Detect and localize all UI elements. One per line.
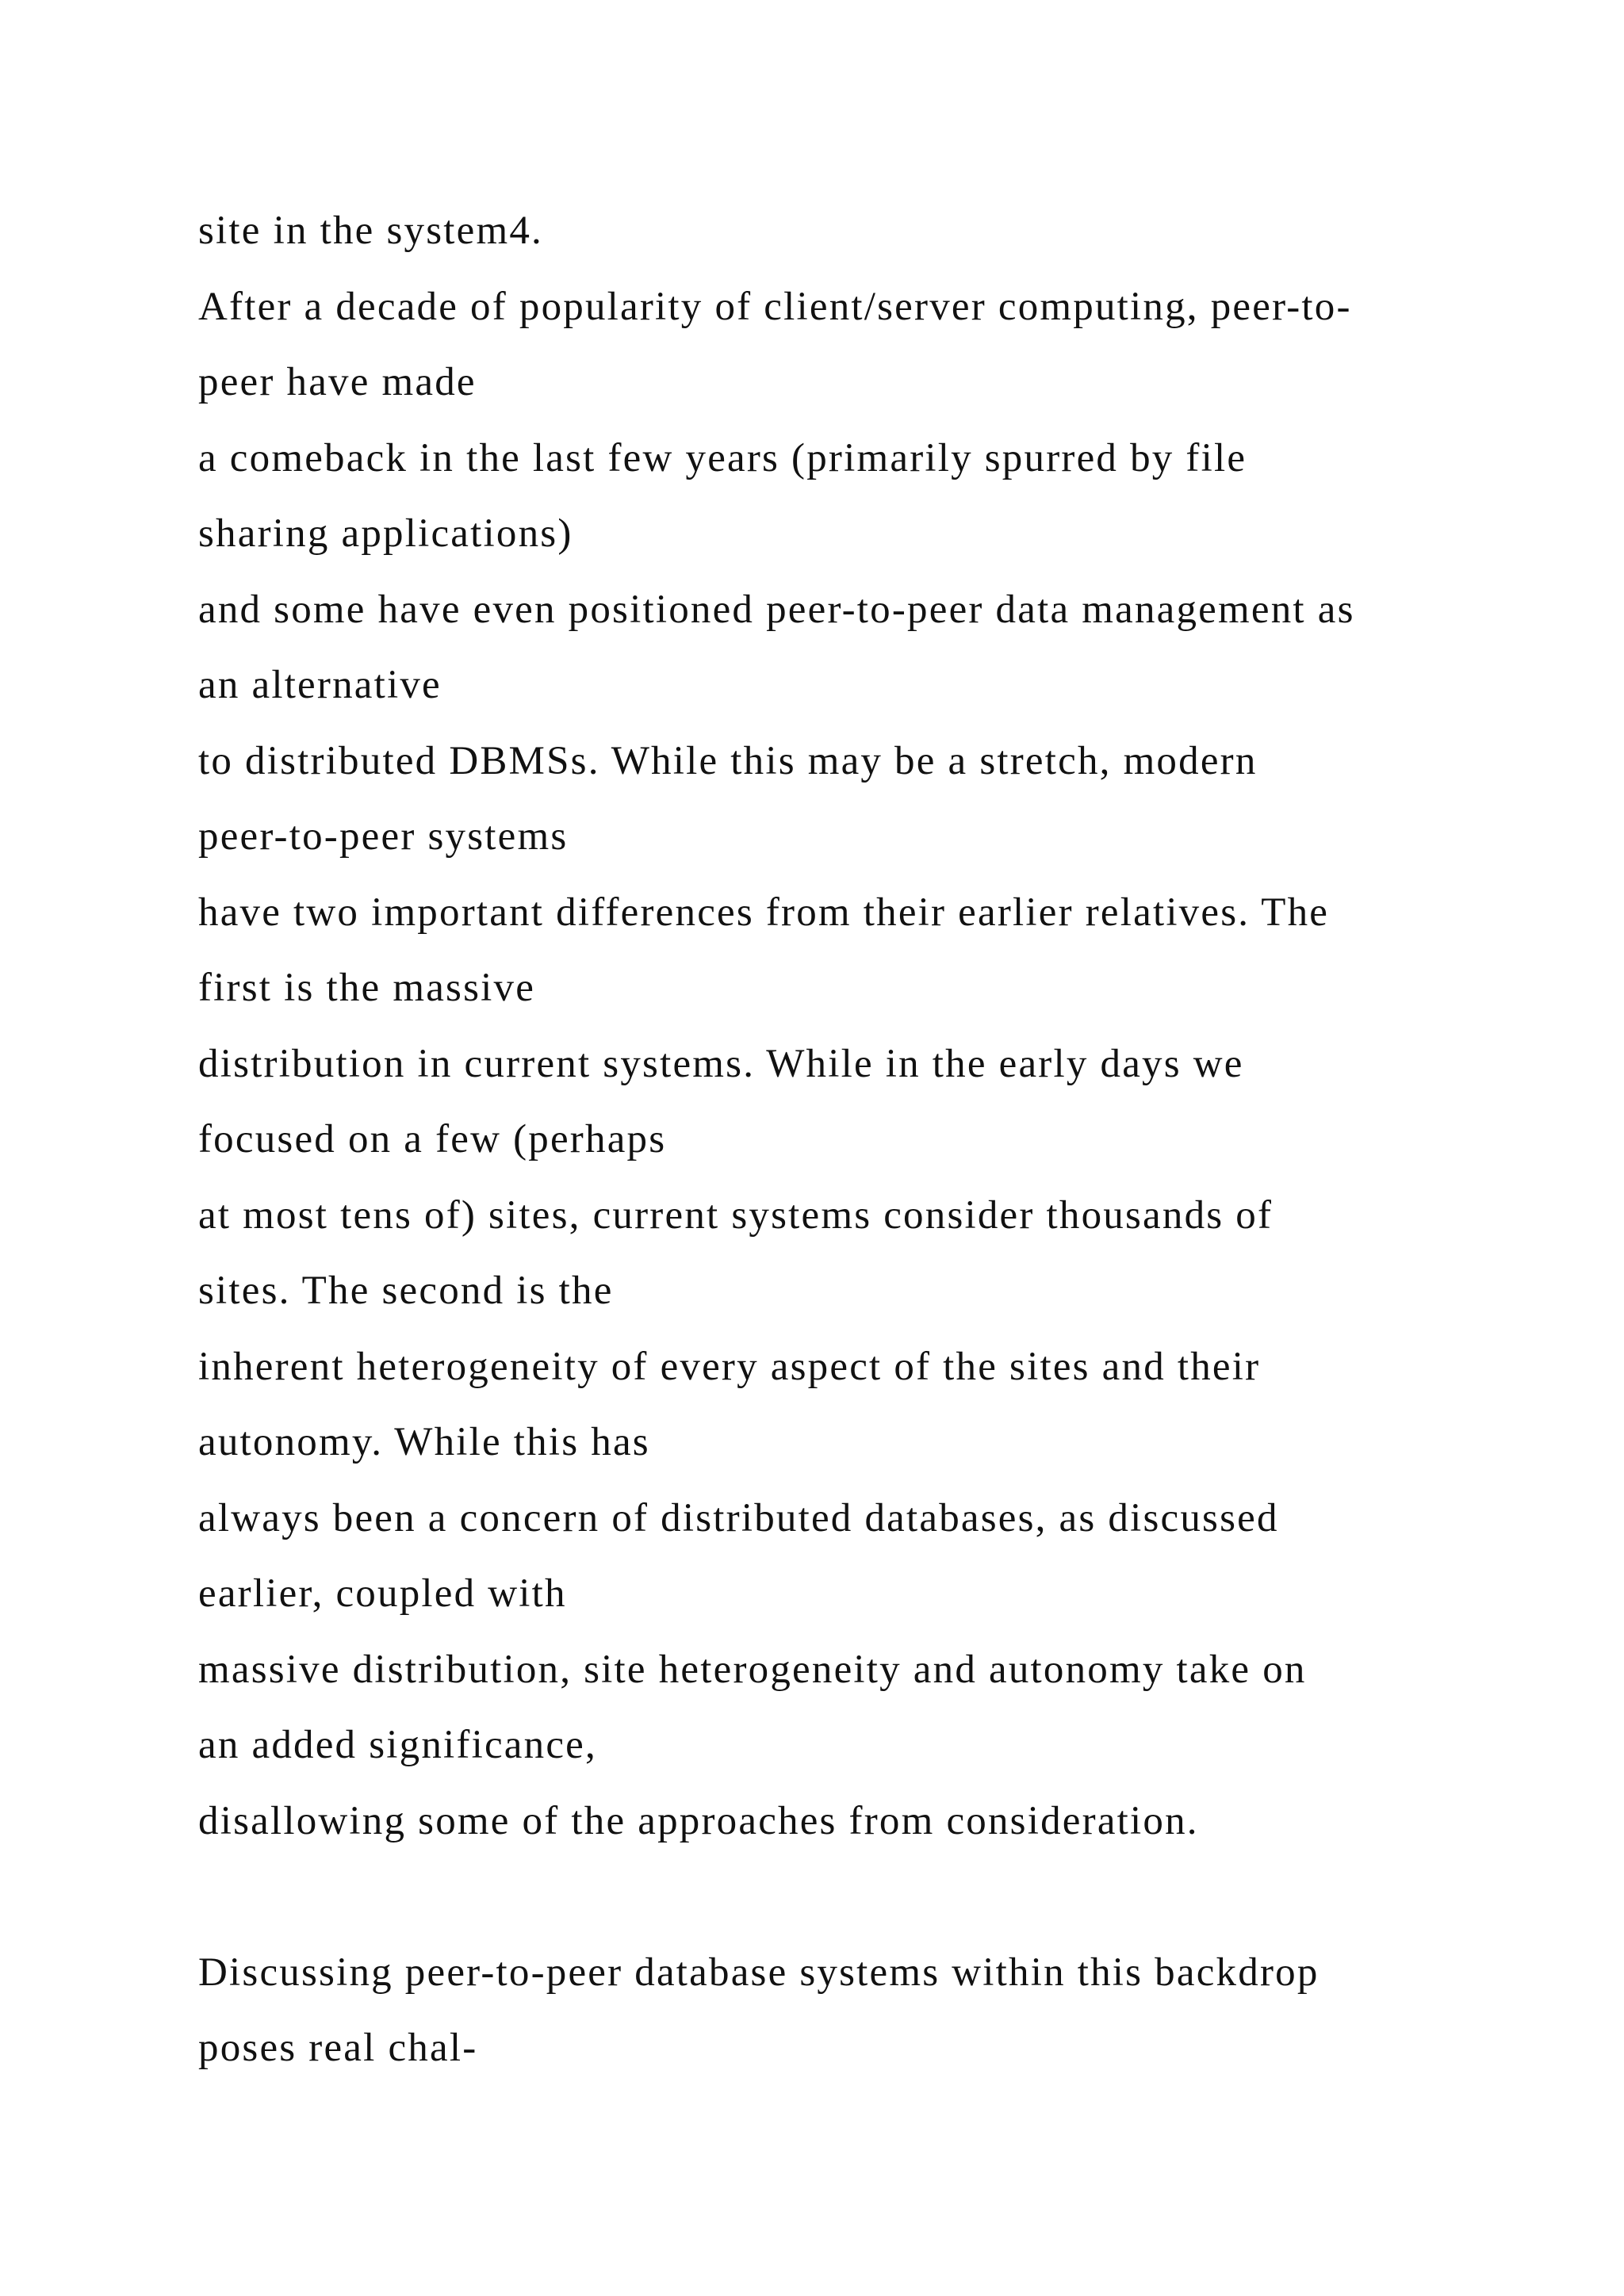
text-line: poses real chal-: [198, 2026, 478, 2070]
text-line: and some have even positioned peer-to-peer data management as: [198, 587, 1355, 632]
text-line: sites. The second is the: [198, 1269, 614, 1313]
paragraph-1: [198, 193, 1546, 1859]
text-line: After a decade of popularity of client/server computing, peer-to-: [198, 284, 1352, 329]
text-line: an added significance,: [198, 1723, 597, 1767]
text-line: distribution in current systems. While in the early days we: [198, 1041, 1244, 1086]
text-line: to distributed DBMSs. While this may be a stretch, modern: [198, 738, 1258, 783]
text-line: Discussing peer-to-peer database systems within this backdrop: [198, 1950, 1320, 1995]
text-line: focused on a few (perhaps: [198, 1117, 667, 1161]
text-line: peer-to-peer systems: [198, 814, 569, 859]
paragraph-gap: [198, 1859, 1546, 1935]
text-line: always been a concern of distributed databases, as discussed: [198, 1495, 1279, 1540]
text-line: an alternative: [198, 663, 442, 707]
text-line: at most tens of) sites, current systems consider thousands of: [198, 1192, 1274, 1238]
text-line: autonomy. While this has: [198, 1420, 650, 1464]
text-line: peer have made: [198, 360, 477, 404]
text-line: massive distribution, site heterogeneity and autonomy take on: [198, 1647, 1307, 1692]
text-line: disallowing some of the approaches from consideration.: [198, 1798, 1199, 1843]
text-line: first is the massive: [198, 966, 536, 1010]
text-line: have two important differences from their earlier relatives. The: [198, 890, 1330, 935]
text-line: site in the system4.: [198, 209, 543, 253]
paragraph-2: [198, 1935, 1546, 2087]
body-text: [198, 193, 1546, 2087]
text-line: inherent heterogeneity of every aspect of the sites and their: [198, 1344, 1261, 1389]
text-line: sharing applications): [198, 511, 573, 556]
text-line: earlier, coupled with: [198, 1571, 567, 1616]
text-line: a comeback in the last few years (primarily spurred by file: [198, 435, 1247, 480]
